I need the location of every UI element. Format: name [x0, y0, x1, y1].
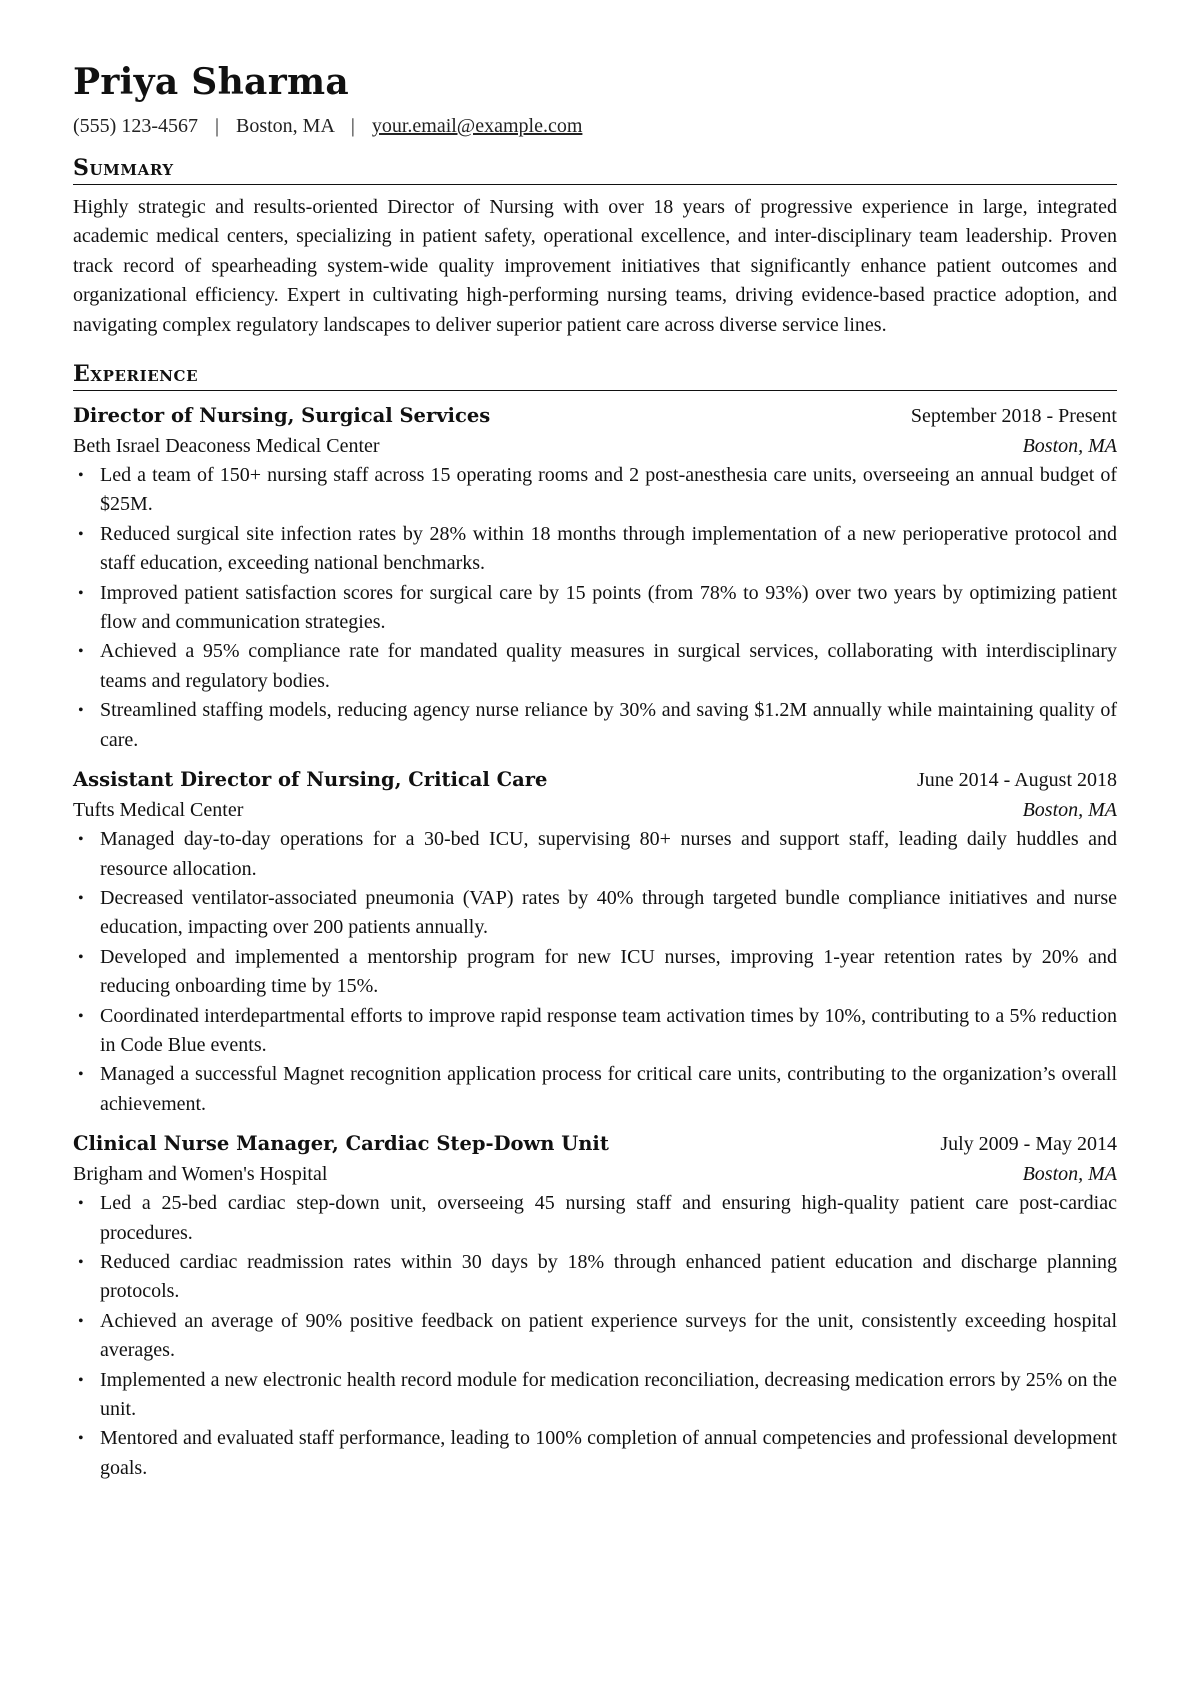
- experience-section: [73, 360, 1117, 1483]
- bullet-icon: •: [78, 1007, 84, 1025]
- bullet-icon: •: [78, 1253, 84, 1271]
- job-title: Director of Nursing, Surgical Services: [73, 404, 491, 428]
- job-entry: [73, 765, 1117, 1119]
- bullet-icon: •: [78, 1430, 84, 1448]
- bullet-icon: •: [78, 1312, 84, 1330]
- bullet-icon: •: [78, 1066, 84, 1084]
- job-company: Tufts Medical Center: [73, 799, 244, 822]
- bullet-item: [73, 1366, 1117, 1425]
- resume-header: [73, 60, 1117, 140]
- job-bullets: [73, 461, 1117, 755]
- bullet-item: [73, 1248, 1117, 1307]
- bullet-icon: •: [78, 948, 84, 966]
- bullet-item: [73, 461, 1117, 520]
- bullet-item: [73, 884, 1117, 943]
- bullet-item: [73, 1189, 1117, 1248]
- bullet-text: Achieved an average of 90% positive feedback on patient experience surveys for the unit, consistently exceeding hospital averages.: [100, 1309, 1117, 1362]
- bullet-item: [73, 579, 1117, 638]
- job-dates: June 2014 - August 2018: [917, 769, 1117, 792]
- bullet-text: Achieved a 95% compliance rate for mandated quality measures in surgical services, collaborating with interdisciplinary teams and regulatory bodies.: [100, 640, 1117, 692]
- bullet-icon: •: [78, 1195, 84, 1213]
- phone-number: (555) 123-4567: [73, 115, 198, 137]
- bullet-icon: •: [78, 525, 84, 543]
- bullet-item: [73, 1060, 1117, 1119]
- bullet-item: [73, 943, 1117, 1002]
- bullet-icon: •: [78, 831, 84, 849]
- bullet-text: Managed a successful Magnet recognition application process for critical care units, contributing to the organization’s overall achievement.: [100, 1063, 1117, 1115]
- bullet-icon: •: [78, 584, 84, 602]
- bullet-item: [73, 520, 1117, 579]
- experience-heading: Experience: [73, 360, 1117, 391]
- bullet-icon: •: [78, 643, 84, 661]
- bullet-text: Led a team of 150+ nursing staff across 15 operating rooms and 2 post-anesthesia care units, overseeing an annual budget of $25M.: [100, 464, 1117, 516]
- job-location: Boston, MA: [1022, 799, 1117, 822]
- summary-section: [73, 154, 1117, 340]
- job-bullets: [73, 825, 1117, 1119]
- bullet-icon: •: [78, 1371, 84, 1389]
- bullet-item: [73, 825, 1117, 884]
- job-company: Beth Israel Deaconess Medical Center: [73, 435, 380, 458]
- job-dates: September 2018 - Present: [910, 405, 1117, 428]
- bullet-text: Developed and implemented a mentorship program for new ICU nurses, improving 1-year retention rates by 20% and reducing onboarding time by 15%.: [100, 945, 1117, 998]
- job-title: Clinical Nurse Manager, Cardiac Step-Down Unit: [73, 1132, 609, 1156]
- bullet-text: Reduced cardiac readmission rates within 30 days by 18% through enhanced patient education and discharge planning protocols.: [100, 1250, 1117, 1303]
- job-location: Boston, MA: [1022, 1163, 1117, 1186]
- bullet-icon: •: [78, 702, 84, 720]
- job-location: Boston, MA: [1022, 435, 1117, 458]
- summary-heading: Summary: [73, 154, 1117, 185]
- summary-text: Highly strategic and results-oriented Director of Nursing with over 18 years of progressive experience in large, integrated academic medical centers, specializing in patient safety, operational excellence, and inter-disciplinary team leadership. Proven track record of spearheading system-wide quality improvement initiatives that significantly enhance patient outcomes and organizational efficiency. Expert in cultivating high-performing nursing teams, driving evidence-based practice adoption, and navigating complex regulatory landscapes to deliver superior patient care across diverse service lines.: [73, 196, 1117, 336]
- email-link[interactable]: your.email@example.com: [371, 115, 583, 137]
- bullet-text: Improved patient satisfaction scores for surgical care by 15 points (from 78% to 93%) over two years by optimizing patient flow and communication strategies.: [100, 581, 1117, 634]
- bullet-item: [73, 1307, 1117, 1366]
- bullet-text: Led a 25-bed cardiac step-down unit, overseeing 45 nursing staff and ensuring high-quality patient care post-cardiac procedures.: [100, 1192, 1117, 1244]
- job-dates: July 2009 - May 2014: [940, 1133, 1117, 1156]
- bullet-item: [73, 1424, 1117, 1483]
- bullet-text: Reduced surgical site infection rates by 28% within 18 months through implementation of a new perioperative protocol and staff education, exceeding national benchmarks.: [100, 522, 1117, 575]
- contact-separator: |: [350, 115, 355, 137]
- candidate-name: Priya Sharma: [73, 61, 349, 103]
- bullet-item: [73, 1002, 1117, 1061]
- bullet-icon: •: [78, 889, 84, 907]
- job-title: Assistant Director of Nursing, Critical Care: [73, 768, 548, 792]
- bullet-text: Mentored and evaluated staff performance, leading to 100% completion of annual competencies and professional development goals.: [100, 1427, 1117, 1479]
- contact-line: [73, 112, 1117, 140]
- contact-separator: |: [214, 115, 219, 137]
- bullet-text: Streamlined staffing models, reducing agency nurse reliance by 30% and saving $1.2M annually while maintaining quality of care.: [100, 699, 1117, 751]
- bullet-text: Decreased ventilator-associated pneumonia (VAP) rates by 40% through targeted bundle compliance initiatives and nurse education, impacting over 200 patients annually.: [100, 886, 1117, 939]
- contact-location: Boston, MA: [236, 115, 334, 137]
- bullet-item: [73, 637, 1117, 696]
- bullet-icon: •: [78, 467, 84, 485]
- bullet-text: Coordinated interdepartmental efforts to improve rapid response team activation times by 10%, contributing to a 5% reduction in Code Blue events.: [100, 1004, 1117, 1056]
- bullet-text: Implemented a new electronic health record module for medication reconciliation, decreasing medication errors by 25% on the unit.: [100, 1368, 1117, 1420]
- job-entry: [73, 401, 1117, 755]
- bullet-text: Managed day-to-day operations for a 30-bed ICU, supervising 80+ nurses and support staff, leading daily huddles and resource allocation.: [100, 828, 1117, 880]
- job-entry: [73, 1129, 1117, 1483]
- job-bullets: [73, 1189, 1117, 1483]
- bullet-item: [73, 696, 1117, 755]
- job-company: Brigham and Women's Hospital: [73, 1163, 328, 1186]
